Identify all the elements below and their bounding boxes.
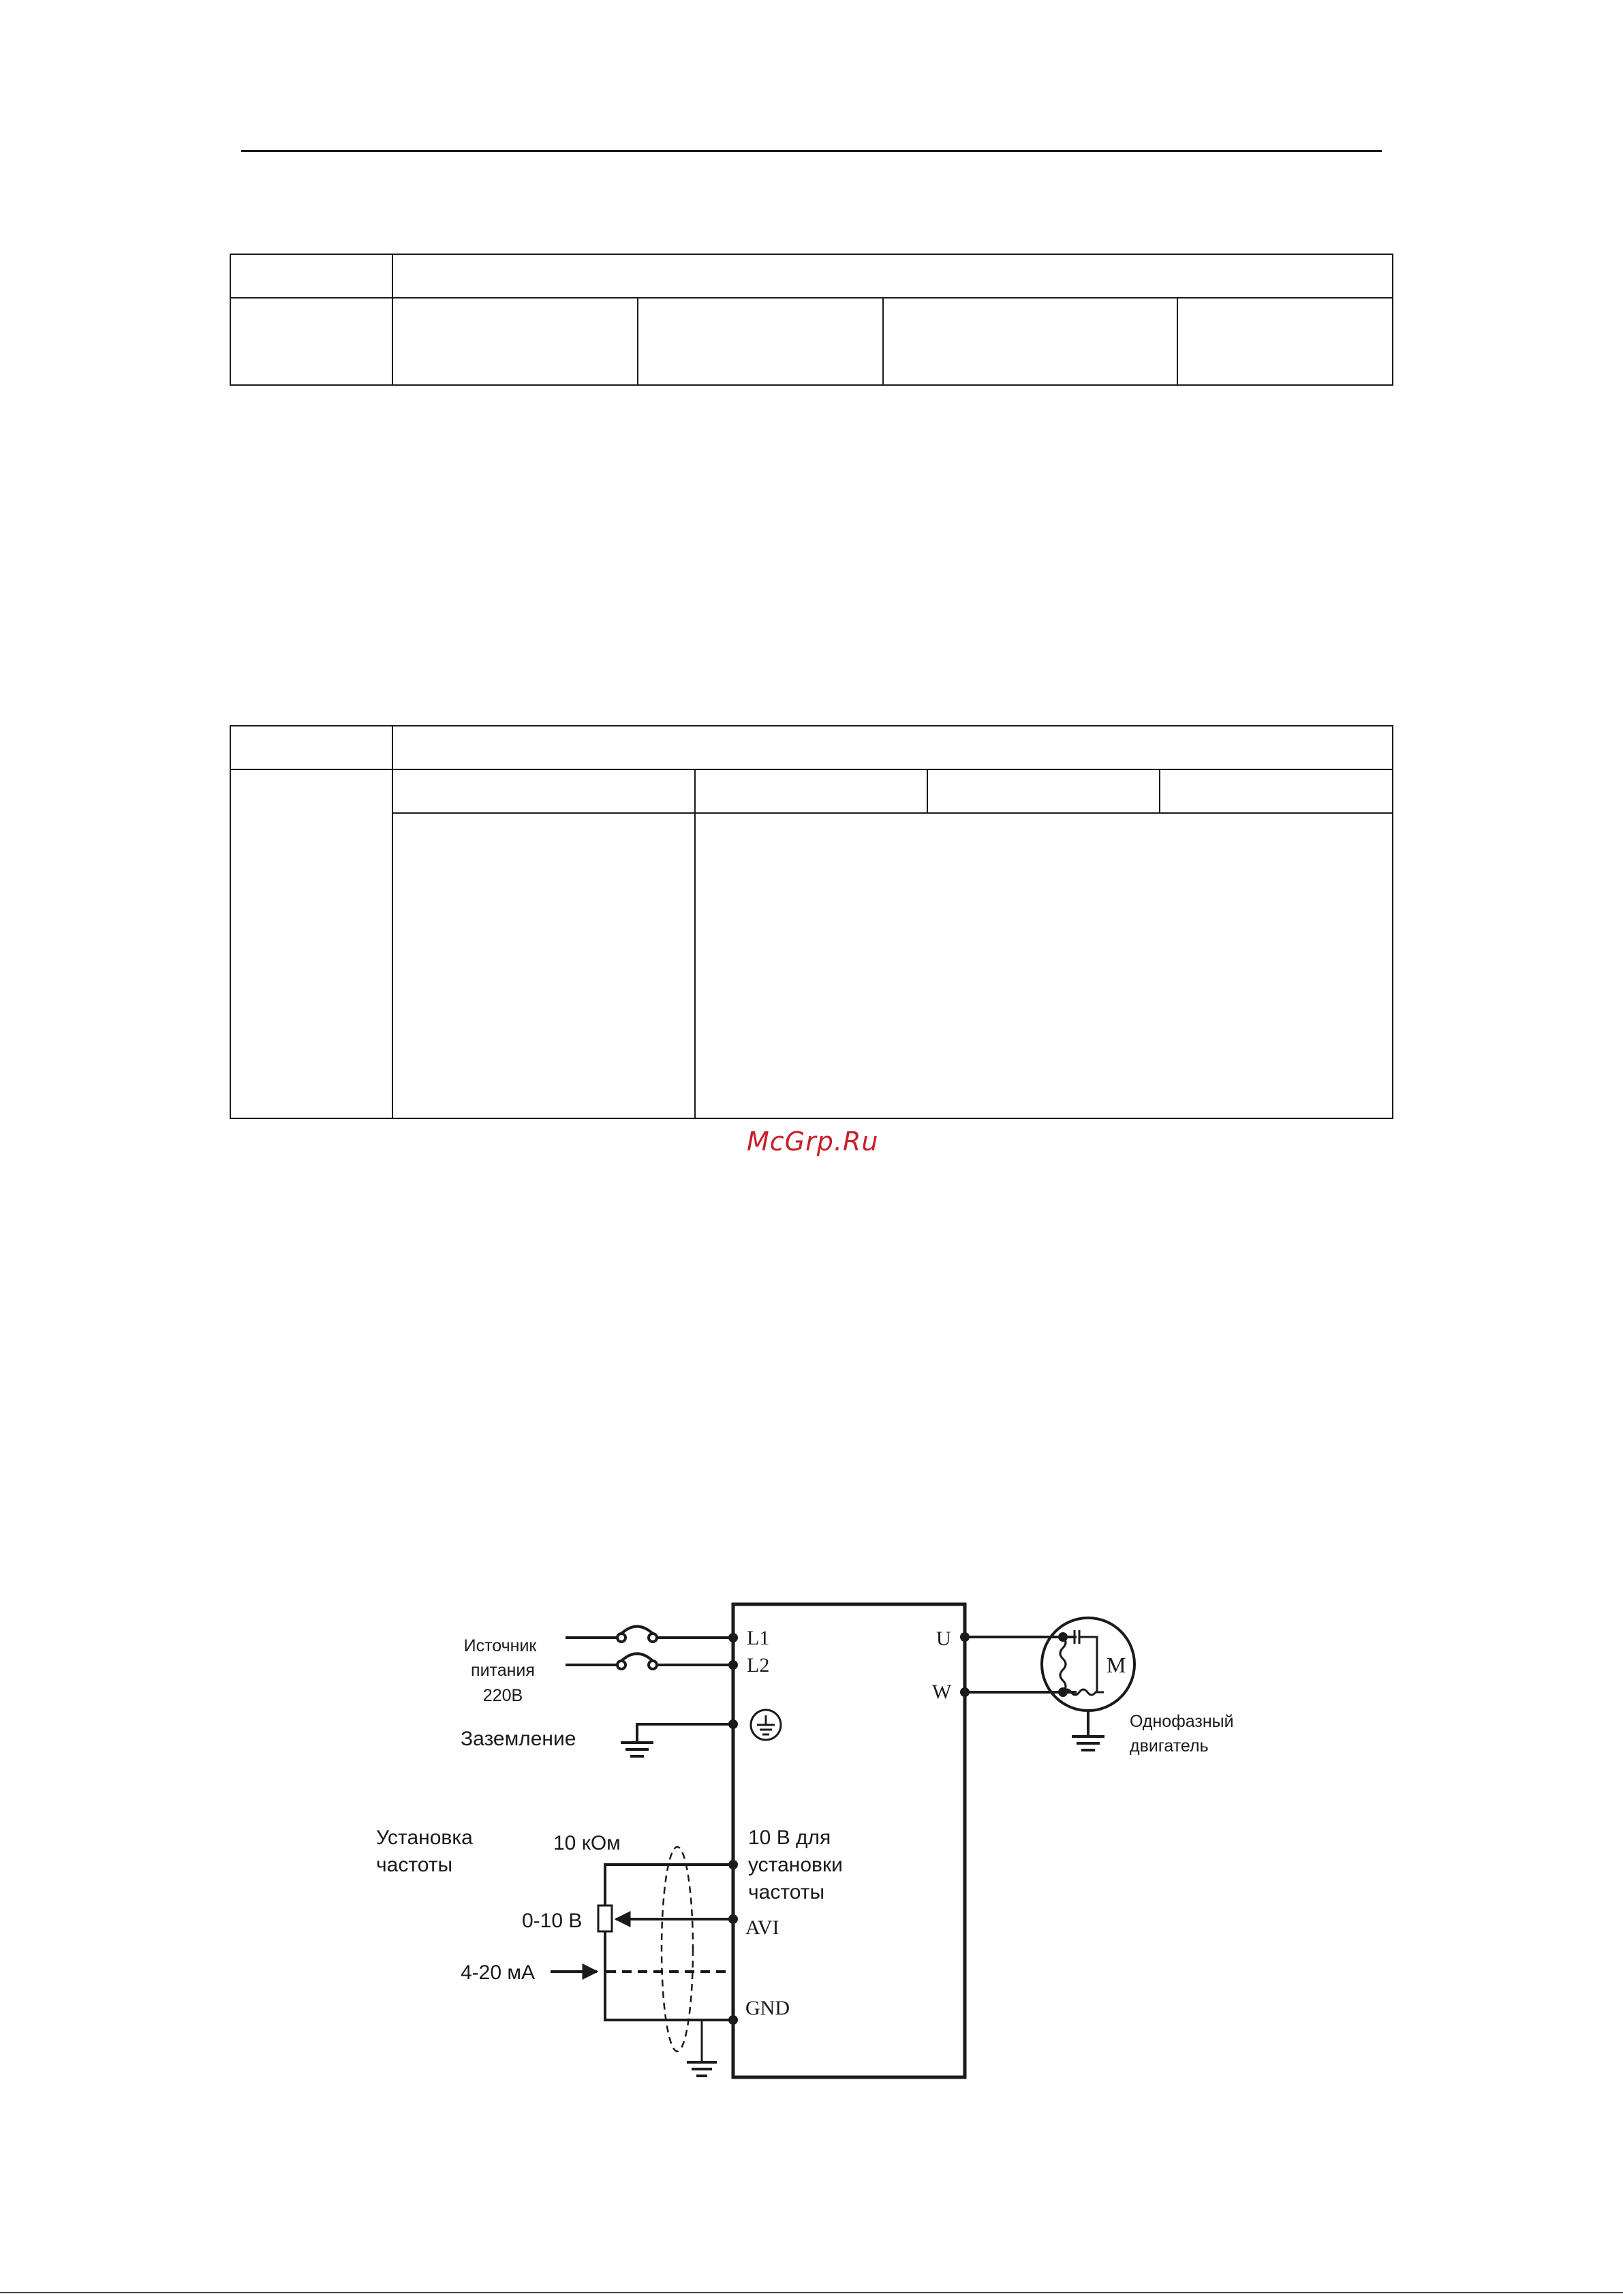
terminal-gnd-label: GND xyxy=(745,1997,790,2019)
terminal-u-label: U xyxy=(936,1627,951,1650)
terminal-avi-label: AVI xyxy=(745,1916,779,1939)
terminal-dot xyxy=(728,1860,738,1869)
source-label-line-3: 220В xyxy=(482,1686,523,1705)
terminal-dot xyxy=(728,2015,738,2025)
terminal-dot xyxy=(1058,1632,1068,1642)
motor-letter: M xyxy=(1107,1653,1126,1677)
motor-label-line-2: двигатель xyxy=(1130,1736,1209,1756)
ref-label-line-2: установки xyxy=(748,1854,843,1876)
current-input-label: 4-20 мА xyxy=(461,1961,536,1984)
source-label-line-1: Источник xyxy=(463,1636,537,1655)
terminal-dot xyxy=(728,1633,738,1642)
watermark-text[interactable]: McGrp.Ru xyxy=(747,1127,879,1157)
terminal-l1-label: L1 xyxy=(747,1627,770,1649)
terminal-dot xyxy=(960,1632,970,1642)
terminal-dot xyxy=(728,1660,738,1670)
ref-label-line-1: 10 В для xyxy=(748,1826,831,1849)
freq-label-line-2: частоты xyxy=(376,1854,453,1876)
freq-label-line-1: Установка xyxy=(376,1826,473,1849)
motor-label-line-1: Однофазный xyxy=(1130,1712,1234,1731)
terminal-dot xyxy=(1058,1687,1068,1697)
ground-label: Заземление xyxy=(461,1728,576,1750)
source-label-line-2: питания xyxy=(471,1661,535,1680)
terminal-w-label: W xyxy=(932,1681,952,1703)
terminal-dot xyxy=(728,1719,738,1729)
terminal-dot xyxy=(960,1687,970,1697)
footer-rule xyxy=(0,2292,1623,2293)
voltage-input-label: 0-10 В xyxy=(522,1910,583,1932)
terminal-dot xyxy=(728,1914,738,1924)
ref-label-line-3: частоты xyxy=(748,1881,825,1903)
resistor-label: 10 кОм xyxy=(553,1832,621,1854)
terminal-l2-label: L2 xyxy=(747,1654,770,1677)
